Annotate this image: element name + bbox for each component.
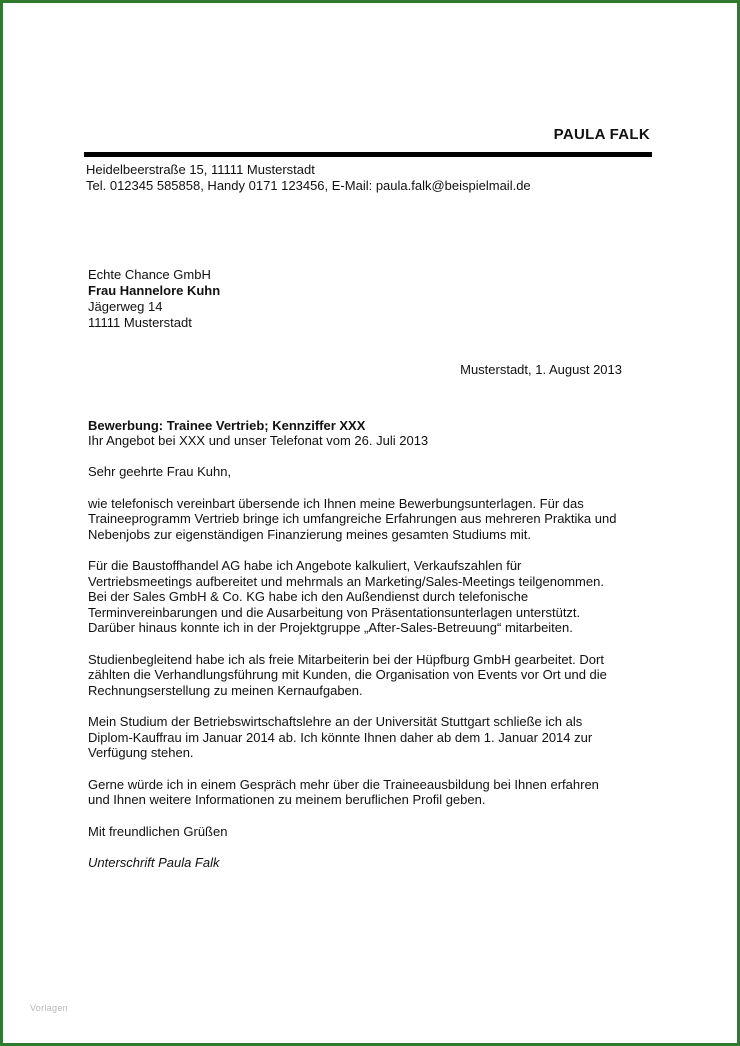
- paragraph-line: Mein Studium der Betriebswirtschaftslehre an der Universität Stuttgart schließe ich als: [88, 714, 583, 729]
- paragraph-line: Verfügung stehen.: [88, 745, 194, 760]
- body-paragraph: [88, 652, 668, 699]
- letter-body: [88, 464, 668, 887]
- paragraph-line: Nebenjobs zur eigenständigen Finanzierung meines gesamten Studiums mit.: [88, 526, 531, 542]
- sender-contact: [86, 162, 531, 194]
- paragraph-line: Studienbegleitend habe ich als freie Mitarbeiterin bei der Hüpfburg GmbH gearbeitet. Dort: [88, 651, 604, 667]
- subject-reference: Ihr Angebot bei XXX und unser Telefonat vom 26. Juli 2013: [88, 433, 429, 448]
- salutation: Sehr geehrte Frau Kuhn,: [88, 464, 232, 479]
- recipient-company: Echte Chance GmbH: [88, 267, 211, 282]
- watermark: Vorlagen: [30, 1003, 68, 1013]
- subject-block: [88, 418, 428, 448]
- recipient-address: [88, 267, 220, 331]
- body-paragraph: [88, 714, 668, 761]
- sender-contact-line: Tel. 012345 585858, Handy 0171 123456, E-Mail: paula.falk@beispielmail.de: [86, 178, 531, 193]
- paragraph-line: und Ihnen weitere Informationen zu meinem beruflichen Profil geben.: [88, 792, 486, 807]
- header-rule: [84, 152, 652, 157]
- recipient-city: 11111 Musterstadt: [88, 315, 192, 330]
- signature: Unterschrift Paula Falk: [88, 855, 220, 870]
- closing: Mit freundlichen Grüßen: [88, 823, 228, 839]
- recipient-person: Frau Hannelore Kuhn: [88, 283, 221, 298]
- paragraph-line: Terminvereinbarungen und die Ausarbeitung von Präsentationsunterlagen unterstützt.: [88, 604, 581, 620]
- subject-title: Bewerbung: Trainee Vertrieb; Kennziffer XXX: [88, 418, 366, 433]
- paragraph-line: Diplom-Kauffrau im Januar 2014 ab. Ich könnte Ihnen daher ab dem 1. Januar 2014 zur: [88, 729, 593, 745]
- paragraph-line: wie telefonisch vereinbart übersende ich Ihnen meine Bewerbungsunterlagen. Für das: [88, 495, 584, 511]
- paragraph-line: Traineeprogramm Vertrieb bringe ich umfangreiche Erfahrungen aus mehreren Praktika und: [88, 511, 617, 526]
- paragraph-line: Bei der Sales GmbH & Co. KG habe ich den Außendienst durch telefonische: [88, 589, 529, 604]
- paragraph-line: Rechnungserstellung zu meinen Kernaufgaben.: [88, 682, 363, 698]
- letter-date: Musterstadt, 1. August 2013: [460, 362, 622, 377]
- body-paragraph: [88, 558, 668, 636]
- sender-name: PAULA FALK: [553, 126, 650, 143]
- body-paragraph: [88, 777, 668, 808]
- paragraph-line: Vertriebsmeetings aufbereitet und mehrmals an Marketing/Sales-Meetings teilgenommen.: [88, 573, 604, 589]
- paragraph-line: Darüber hinaus konnte ich in der Projektgruppe „After-Sales-Betreuung“ mitarbeiten.: [88, 620, 573, 635]
- paragraph-line: zählten die Verhandlungsführung mit Kunden, die Organisation von Events vor Ort und die: [88, 667, 607, 682]
- sender-address: Heidelbeerstraße 15, 11111 Musterstadt: [86, 162, 315, 177]
- body-paragraph: [88, 496, 668, 543]
- paragraph-line: Für die Baustoffhandel AG habe ich Angebote kalkuliert, Verkaufszahlen für: [88, 558, 522, 573]
- recipient-street: Jägerweg 14: [88, 299, 163, 314]
- paragraph-line: Gerne würde ich in einem Gespräch mehr über die Traineeausbildung bei Ihnen erfahren: [88, 776, 599, 792]
